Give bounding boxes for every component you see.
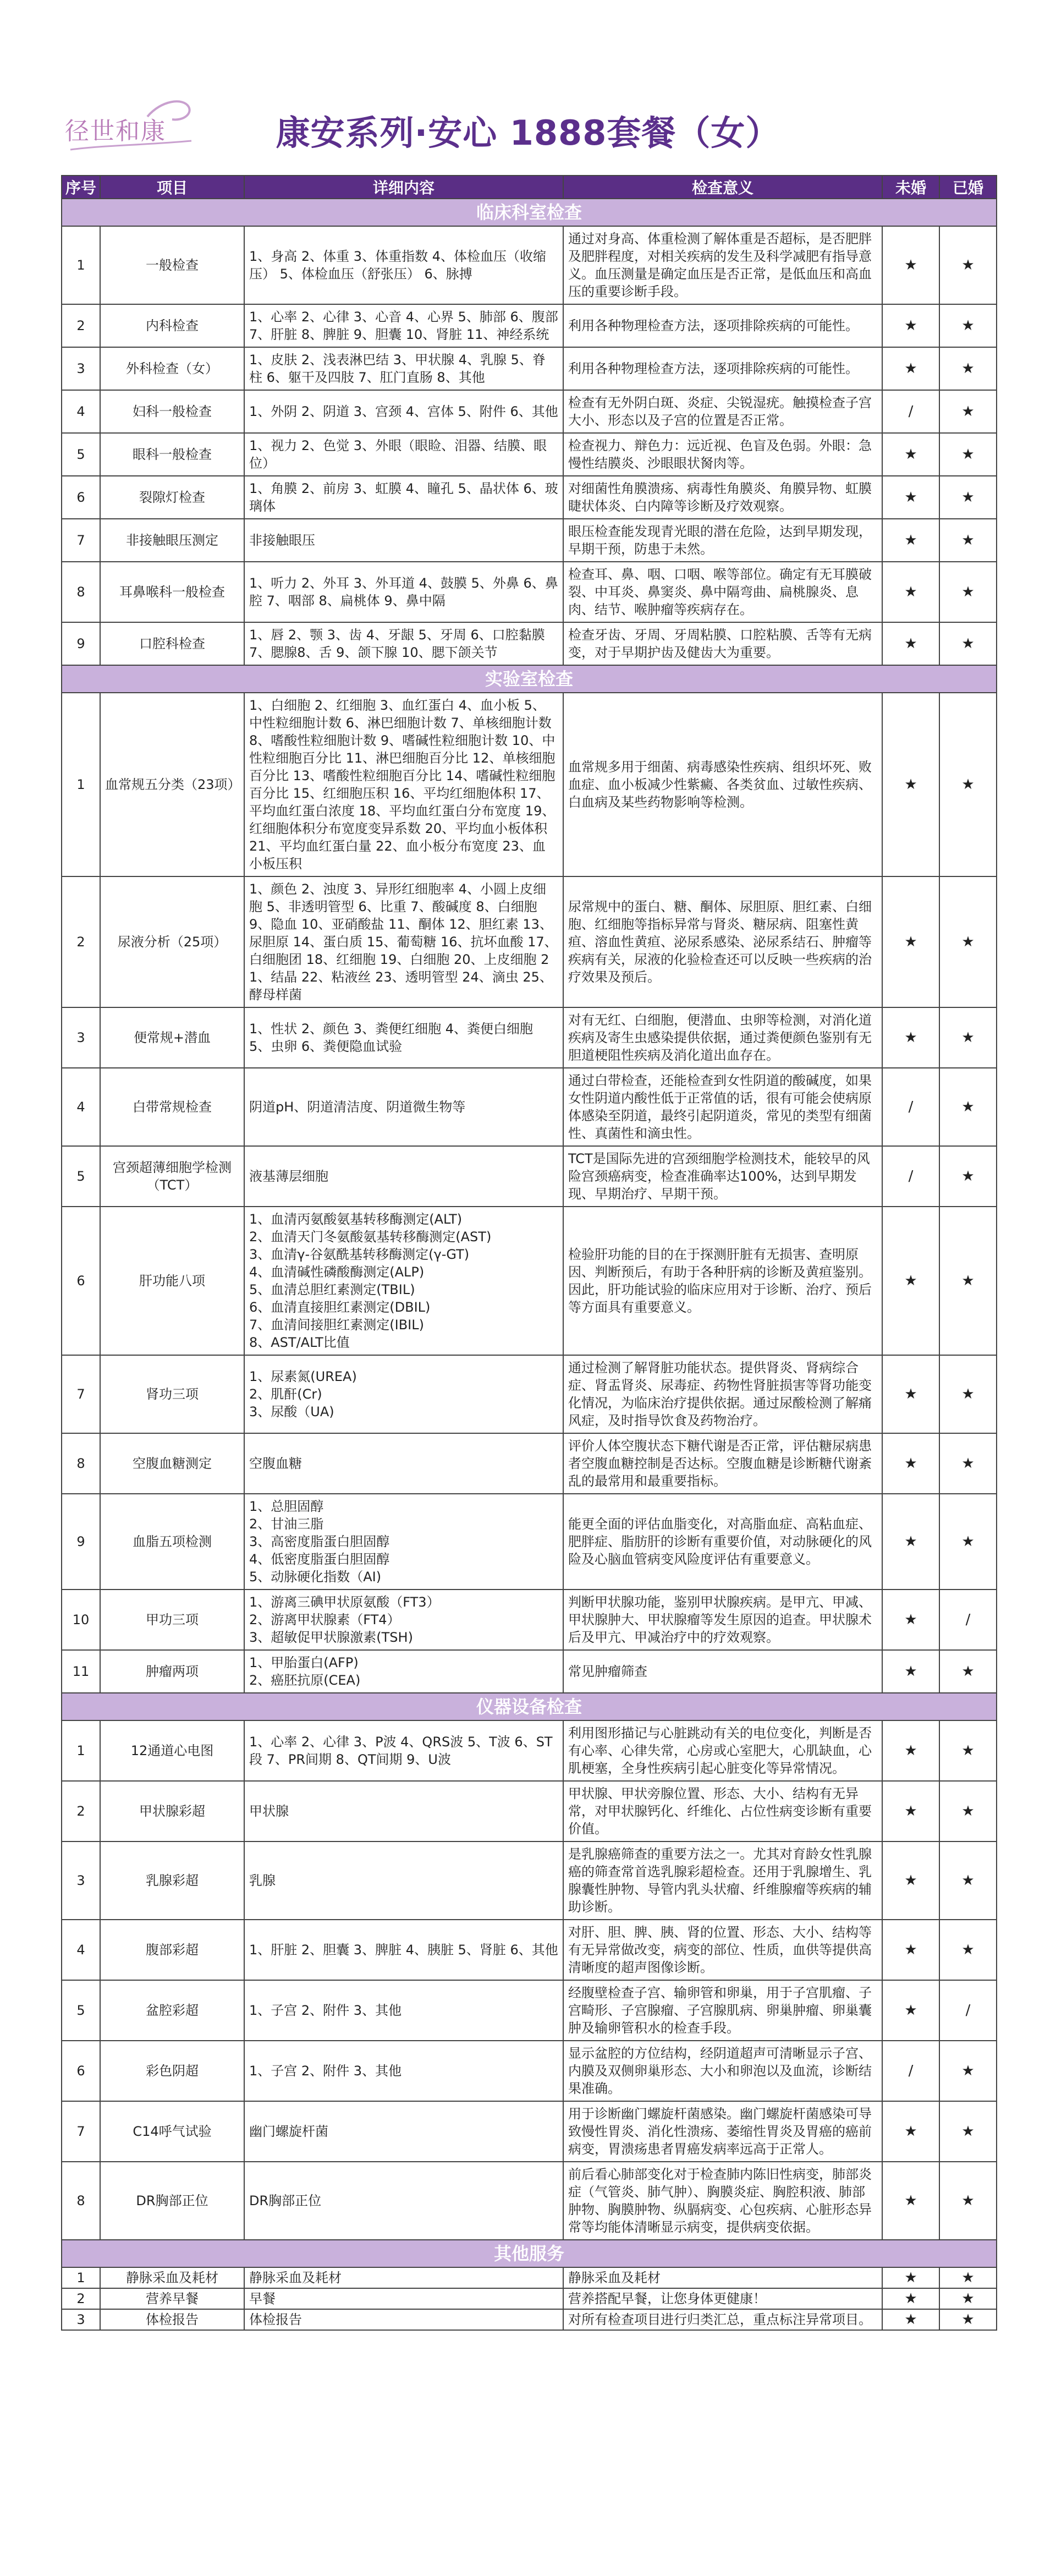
row-meaning: 对肝、胆、脾、胰、肾的位置、形态、大小、结构等有无异常做改变，病变的部位、性质，血供等提供高清晰度的超声图像诊断。 bbox=[563, 1920, 882, 1980]
row-index: 2 bbox=[62, 1781, 100, 1841]
row-unmarried: ★ bbox=[882, 1355, 939, 1433]
table-row bbox=[62, 1433, 997, 1494]
row-item: 腹部彩超 bbox=[100, 1920, 244, 1980]
row-married: ★ bbox=[939, 1146, 997, 1207]
row-detail: 静脉采血及耗材 bbox=[244, 2267, 563, 2288]
table-row bbox=[62, 876, 997, 1007]
row-detail: 体检报告 bbox=[244, 2309, 563, 2330]
row-married: ★ bbox=[939, 347, 997, 390]
section-header bbox=[62, 1693, 997, 1720]
row-item: DR胸部正位 bbox=[100, 2162, 244, 2240]
row-married: / bbox=[939, 1980, 997, 2041]
row-index: 1 bbox=[62, 1720, 100, 1781]
row-item: 非接触眼压测定 bbox=[100, 519, 244, 562]
row-index: 3 bbox=[62, 1007, 100, 1068]
row-index: 6 bbox=[62, 476, 100, 519]
row-married: ★ bbox=[939, 2288, 997, 2309]
row-meaning: 用于诊断幽门螺旋杆菌感染。幽门螺旋杆菌感染可导致慢性胃炎、消化性溃疡、萎缩性胃炎及胃癌的癌前病变，胃溃疡患者胃癌发病率远高于正常人。 bbox=[563, 2101, 882, 2162]
row-index: 8 bbox=[62, 562, 100, 622]
row-married: ★ bbox=[939, 876, 997, 1007]
row-detail: 空腹血糖 bbox=[244, 1433, 563, 1494]
row-meaning: 检查视力、辩色力：远近视、色盲及色弱。外眼：急慢性结膜炎、沙眼眼状胬肉等。 bbox=[563, 433, 882, 476]
row-married: ★ bbox=[939, 476, 997, 519]
row-married: ★ bbox=[939, 1720, 997, 1781]
row-married: ★ bbox=[939, 1007, 997, 1068]
row-detail: 1、角膜 2、前房 3、虹膜 4、瞳孔 5、晶状体 6、玻璃体 bbox=[244, 476, 563, 519]
table-row bbox=[62, 347, 997, 390]
table-row bbox=[62, 1841, 997, 1920]
row-meaning: 甲状腺、甲状旁腺位置、形态、大小、结构有无异常，对甲状腺钙化、纤维化、占位性病变诊断有重要价值。 bbox=[563, 1781, 882, 1841]
row-unmarried: ★ bbox=[882, 1590, 939, 1650]
row-meaning: 能更全面的评估血脂变化，对高脂血症、高粘血症、肥胖症、脂肪肝的诊断有重要价值，对动脉硬化的风险及心脑血管病变风险度评估有重要意义。 bbox=[563, 1494, 882, 1590]
row-detail: 甲状腺 bbox=[244, 1781, 563, 1841]
table-row bbox=[62, 1207, 997, 1355]
row-unmarried: ★ bbox=[882, 433, 939, 476]
row-meaning: 静脉采血及耗材 bbox=[563, 2267, 882, 2288]
row-meaning: 利用各种物理检查方法，逐项排除疾病的可能性。 bbox=[563, 304, 882, 347]
row-meaning: 通过检测了解肾脏功能状态。提供肾炎、肾病综合症、肾盂肾炎、尿毒症、药物性肾脏损害等肾功能变化情况，为临床治疗提供依据。通过尿酸检测了解痛风症，及时指导饮食及药物治疗。 bbox=[563, 1355, 882, 1433]
col-header-unmarried: 未婚 bbox=[882, 176, 939, 199]
row-index: 4 bbox=[62, 390, 100, 433]
row-meaning: 对有无红、白细胞，便潜血、虫卵等检测，对消化道疾病及寄生虫感染提供依据，通过粪便颜色鉴别有无胆道梗阻性疾病及消化道出血存在。 bbox=[563, 1007, 882, 1068]
row-meaning: 显示盆腔的方位结构，经阴道超声可清晰显示子宫、内膜及双侧卵巢形态、大小和卵泡以及血流，诊断结果准确。 bbox=[563, 2041, 882, 2101]
row-index: 4 bbox=[62, 1068, 100, 1146]
table-row bbox=[62, 693, 997, 876]
row-married: ★ bbox=[939, 390, 997, 433]
row-unmarried: ★ bbox=[882, 1720, 939, 1781]
row-unmarried: ★ bbox=[882, 1207, 939, 1355]
row-married: ★ bbox=[939, 1207, 997, 1355]
row-meaning: 对细菌性角膜溃疡、病毒性角膜炎、角膜异物、虹膜睫状体炎、白内障等诊断及疗效观察。 bbox=[563, 476, 882, 519]
table-row bbox=[62, 622, 997, 665]
row-item: 血脂五项检测 bbox=[100, 1494, 244, 1590]
row-unmarried: ★ bbox=[882, 1980, 939, 2041]
row-detail: 阴道pH、阴道清洁度、阴道微生物等 bbox=[244, 1068, 563, 1146]
row-meaning: 判断甲状腺功能，鉴别甲状腺疾病。是甲亢、甲减、甲状腺肿大、甲状腺瘤等发生原因的追查。甲状腺术后及甲亢、甲减治疗中的疗效观察。 bbox=[563, 1590, 882, 1650]
row-index: 2 bbox=[62, 304, 100, 347]
page-header bbox=[0, 0, 1056, 174]
table-row bbox=[62, 433, 997, 476]
row-unmarried: ★ bbox=[882, 2267, 939, 2288]
row-married: ★ bbox=[939, 1920, 997, 1980]
table-row bbox=[62, 2162, 997, 2240]
row-detail: 1、游离三碘甲状原氨酸（FT3） 2、游离甲状腺素（FT4） 3、超敏促甲状腺激素(TSH) bbox=[244, 1590, 563, 1650]
row-married: ★ bbox=[939, 1068, 997, 1146]
row-meaning: 血常规多用于细菌、病毒感染性疾病、组织坏死、败血症、血小板减少性紫癜、各类贫血、过敏性疾病、白血病及某些药物影响等检测。 bbox=[563, 693, 882, 876]
row-unmarried: ★ bbox=[882, 1433, 939, 1494]
row-index: 8 bbox=[62, 2162, 100, 2240]
row-index: 7 bbox=[62, 1355, 100, 1433]
row-married: ★ bbox=[939, 519, 997, 562]
row-detail: 1、心率 2、心律 3、心音 4、心界 5、肺部 6、腹部 7、肝脏 8、脾脏 9、胆囊 10、肾脏 11、神经系统 bbox=[244, 304, 563, 347]
col-header-index: 序号 bbox=[62, 176, 100, 199]
row-detail: 1、心率 2、心律 3、P波 4、QRS波 5、T波 6、ST段 7、PR间期 8、QT间期 9、U波 bbox=[244, 1720, 563, 1781]
row-item: 肿瘤两项 bbox=[100, 1650, 244, 1693]
row-index: 1 bbox=[62, 226, 100, 304]
row-married: ★ bbox=[939, 1650, 997, 1693]
row-married: ★ bbox=[939, 1355, 997, 1433]
row-index: 1 bbox=[62, 2267, 100, 2288]
table-row bbox=[62, 1980, 997, 2041]
row-unmarried: / bbox=[882, 1146, 939, 1207]
row-married: ★ bbox=[939, 622, 997, 665]
row-unmarried: ★ bbox=[882, 693, 939, 876]
row-detail: 幽门螺旋杆菌 bbox=[244, 2101, 563, 2162]
section-header bbox=[62, 665, 997, 693]
row-item: 耳鼻喉科一般检查 bbox=[100, 562, 244, 622]
row-unmarried: ★ bbox=[882, 1494, 939, 1590]
row-index: 10 bbox=[62, 1590, 100, 1650]
row-item: 妇科一般检查 bbox=[100, 390, 244, 433]
row-index: 1 bbox=[62, 693, 100, 876]
row-detail: 早餐 bbox=[244, 2288, 563, 2309]
table-row bbox=[62, 1590, 997, 1650]
row-detail: 1、子宫 2、附件 3、其他 bbox=[244, 1980, 563, 2041]
brand-logo-text: 径世和康 bbox=[65, 117, 166, 145]
row-unmarried: ★ bbox=[882, 519, 939, 562]
row-index: 5 bbox=[62, 1146, 100, 1207]
row-index: 6 bbox=[62, 1207, 100, 1355]
row-index: 11 bbox=[62, 1650, 100, 1693]
row-index: 5 bbox=[62, 433, 100, 476]
row-index: 3 bbox=[62, 347, 100, 390]
row-unmarried: ★ bbox=[882, 562, 939, 622]
row-unmarried: ★ bbox=[882, 1841, 939, 1920]
table-row bbox=[62, 390, 997, 433]
row-married: ★ bbox=[939, 304, 997, 347]
row-detail: 1、肝脏 2、胆囊 3、脾脏 4、胰脏 5、肾脏 6、其他 bbox=[244, 1920, 563, 1980]
row-meaning: 前后看心肺部变化对于检查肺内陈旧性病变，肺部炎症（气管炎、肺气肿）、胸膜炎症、胸腔积液、肺部肿物、胸膜肿物、纵膈病变、心包疾病、心脏形态异常等均能体清晰显示病变，提供病变依据。 bbox=[563, 2162, 882, 2240]
row-item: 甲功三项 bbox=[100, 1590, 244, 1650]
row-unmarried: ★ bbox=[882, 347, 939, 390]
col-header-meaning: 检查意义 bbox=[563, 176, 882, 199]
row-married: ★ bbox=[939, 226, 997, 304]
table-body bbox=[62, 199, 997, 2330]
row-unmarried: ★ bbox=[882, 1920, 939, 1980]
row-item: 眼科一般检查 bbox=[100, 433, 244, 476]
row-unmarried: ★ bbox=[882, 2288, 939, 2309]
row-married: ★ bbox=[939, 2267, 997, 2288]
row-detail: 1、性状 2、颜色 3、粪便红细胞 4、粪便白细胞 5、虫卵 6、粪便隐血试验 bbox=[244, 1007, 563, 1068]
table-row bbox=[62, 1720, 997, 1781]
row-unmarried: ★ bbox=[882, 1007, 939, 1068]
section-title: 实验室检查 bbox=[62, 665, 997, 693]
package-table bbox=[61, 175, 997, 2331]
row-item: 营养早餐 bbox=[100, 2288, 244, 2309]
row-unmarried: ★ bbox=[882, 1781, 939, 1841]
row-meaning: 营养搭配早餐，让您身体更健康！ bbox=[563, 2288, 882, 2309]
row-meaning: 尿常规中的蛋白、糖、酮体、尿胆原、胆红素、白细胞、红细胞等指标异常与肾炎、糖尿病、阻塞性黄疸、溶血性黄疸、泌尿系感染、泌尿系结石、肿瘤等疾病有关，尿液的化验检查还可以反映一些疾病的治疗效果及预后。 bbox=[563, 876, 882, 1007]
table-row bbox=[62, 1494, 997, 1590]
row-married: ★ bbox=[939, 562, 997, 622]
row-item: 内科检查 bbox=[100, 304, 244, 347]
row-item: 盆腔彩超 bbox=[100, 1980, 244, 2041]
row-unmarried: ★ bbox=[882, 2162, 939, 2240]
col-header-detail: 详细内容 bbox=[244, 176, 563, 199]
table-row bbox=[62, 2041, 997, 2101]
row-married: ★ bbox=[939, 2041, 997, 2101]
section-title: 其他服务 bbox=[62, 2240, 997, 2267]
row-index: 4 bbox=[62, 1920, 100, 1980]
table-row bbox=[62, 1146, 997, 1207]
row-meaning: 是乳腺癌筛查的重要方法之一。尤其对育龄女性乳腺癌的筛查常首选乳腺彩超检查。还用于乳腺增生、乳腺囊性肿物、导管内乳头状瘤、纤维腺瘤等疾病的辅助诊断。 bbox=[563, 1841, 882, 1920]
row-unmarried: ★ bbox=[882, 2101, 939, 2162]
row-item: C14呼气试验 bbox=[100, 2101, 244, 2162]
row-item: 裂隙灯检查 bbox=[100, 476, 244, 519]
section-title: 仪器设备检查 bbox=[62, 1693, 997, 1720]
row-meaning: 经腹壁检查子宫、输卵管和卵巢，用于子宫肌瘤、子宫畸形、子宫腺瘤、子宫腺肌病、卵巢肿瘤、卵巢囊肿及输卵管积水的检查手段。 bbox=[563, 1980, 882, 2041]
row-detail: 1、颜色 2、浊度 3、异形红细胞率 4、小圆上皮细胞 5、非透明管型 6、比重 7、酸碱度 8、白细胞 9、隐血 10、亚硝酸盐 11、酮体 12、胆红素 13、尿胆原 14、蛋白质 15、葡萄糖 16、抗坏血酸 17、白细胞团 18、红细胞 19、白细胞 20、上皮细胞 21、结晶 22、粘液丝 23、透明管型 24、滴虫 25、酵母样菌 bbox=[244, 876, 563, 1007]
table-row bbox=[62, 226, 997, 304]
row-index: 9 bbox=[62, 622, 100, 665]
row-meaning: 常见肿瘤筛查 bbox=[563, 1650, 882, 1693]
row-item: 外科检查（女） bbox=[100, 347, 244, 390]
row-detail: 1、甲胎蛋白(AFP) 2、癌胚抗原(CEA) bbox=[244, 1650, 563, 1693]
table-row bbox=[62, 1781, 997, 1841]
table-row bbox=[62, 519, 997, 562]
row-item: 甲状腺彩超 bbox=[100, 1781, 244, 1841]
row-married: ★ bbox=[939, 433, 997, 476]
row-index: 3 bbox=[62, 2309, 100, 2330]
row-married: ★ bbox=[939, 1433, 997, 1494]
row-item: 肾功三项 bbox=[100, 1355, 244, 1433]
row-index: 5 bbox=[62, 1980, 100, 2041]
row-married: ★ bbox=[939, 2162, 997, 2240]
row-item: 肝功能八项 bbox=[100, 1207, 244, 1355]
row-index: 9 bbox=[62, 1494, 100, 1590]
row-item: 尿液分析（25项） bbox=[100, 876, 244, 1007]
row-index: 7 bbox=[62, 519, 100, 562]
page-title: 康安系列·安心 1888套餐（女） bbox=[276, 113, 780, 153]
row-meaning: 利用图形描记与心脏跳动有关的电位变化，判断是否有心率、心律失常，心房或心室肥大，心肌缺血，心肌梗塞，全身性疾病引起心脏变化等异常情况。 bbox=[563, 1720, 882, 1781]
row-married: ★ bbox=[939, 693, 997, 876]
row-meaning: 检查有无外阴白斑、炎症、尖锐湿疣。触摸检查子宫大小、形态以及子宫的位置是否正常。 bbox=[563, 390, 882, 433]
col-header-married: 已婚 bbox=[939, 176, 997, 199]
row-detail: 1、身高 2、体重 3、体重指数 4、体检血压（收缩压） 5、体检血压（舒张压） 6、脉搏 bbox=[244, 226, 563, 304]
table-row bbox=[62, 1007, 997, 1068]
section-header bbox=[62, 199, 997, 226]
row-item: 宫颈超薄细胞学检测（TCT） bbox=[100, 1146, 244, 1207]
row-meaning: 利用各种物理检查方法，逐项排除疾病的可能性。 bbox=[563, 347, 882, 390]
table-row bbox=[62, 1650, 997, 1693]
row-item: 便常规+潜血 bbox=[100, 1007, 244, 1068]
row-index: 8 bbox=[62, 1433, 100, 1494]
row-index: 3 bbox=[62, 1841, 100, 1920]
row-index: 7 bbox=[62, 2101, 100, 2162]
row-detail: 1、总胆固醇 2、甘油三脂 3、高密度脂蛋白胆固醇 4、低密度脂蛋白胆固醇 5、动脉硬化指数（AI) bbox=[244, 1494, 563, 1590]
row-detail: 非接触眼压 bbox=[244, 519, 563, 562]
row-item: 体检报告 bbox=[100, 2309, 244, 2330]
row-item: 12通道心电图 bbox=[100, 1720, 244, 1781]
row-unmarried: ★ bbox=[882, 476, 939, 519]
table-row bbox=[62, 2101, 997, 2162]
row-married: ★ bbox=[939, 1494, 997, 1590]
row-detail: 液基薄层细胞 bbox=[244, 1146, 563, 1207]
row-detail: 1、外阴 2、阴道 3、宫颈 4、宫体 5、附件 6、其他 bbox=[244, 390, 563, 433]
row-detail: 乳腺 bbox=[244, 1841, 563, 1920]
row-married: / bbox=[939, 1590, 997, 1650]
row-meaning: 检验肝功能的目的在于探测肝脏有无损害、查明原因、判断预后，有助于各种肝病的诊断及黄疸鉴别。因此，肝功能试验的临床应用对于诊断、治疗、预后等方面具有重要意义。 bbox=[563, 1207, 882, 1355]
row-meaning: TCT是国际先进的宫颈细胞学检测技术，能较早的风险宫颈癌病变，检查准确率达100%，达到早期发现、早期治疗、早期干预。 bbox=[563, 1146, 882, 1207]
row-item: 乳腺彩超 bbox=[100, 1841, 244, 1920]
row-detail: 1、白细胞 2、红细胞 3、血红蛋白 4、血小板 5、中性粒细胞计数 6、淋巴细胞计数 7、单核细胞计数 8、嗜酸性粒细胞计数 9、嗜碱性粒细胞计数 10、中性粒细胞百分比 11、淋巴细胞百分比 12、单核细胞百分比 13、嗜酸性粒细胞百分比 14、嗜碱性粒细胞百分比 15、红细胞压积 16、平均红细胞体积 17、平均血红蛋白浓度 18、平均血红蛋白分布宽度 19、红细胞体积分布宽度变异系数 20、平均血小板体积 21、平均血红蛋白量 22、血小板分布宽度 23、血小板压积 bbox=[244, 693, 563, 876]
row-detail: 1、血清丙氨酸氨基转移酶测定(ALT) 2、血清天门冬氨酸氨基转移酶测定(AST) 3、血清γ-谷氨酰基转移酶测定(γ-GT) 4、血清碱性磷酸酶测定(ALP) 5、血清总胆红素测定(TBIL) 6、血清直接胆红素测定(DBIL) 7、血清间接胆红素测定(IBIL) 8、AST/ALT比值 bbox=[244, 1207, 563, 1355]
section-header bbox=[62, 2240, 997, 2267]
row-unmarried: / bbox=[882, 1068, 939, 1146]
row-detail: 1、尿素氮(UREA) 2、肌酐(Cr) 3、尿酸（UA) bbox=[244, 1355, 563, 1433]
row-unmarried: ★ bbox=[882, 2309, 939, 2330]
row-meaning: 检查耳、鼻、咽、口咽、喉等部位。确定有无耳膜破裂、中耳炎、鼻窦炎、鼻中隔弯曲、扁桃腺炎、息肉、结节、喉肿瘤等疾病存在。 bbox=[563, 562, 882, 622]
table-row bbox=[62, 2267, 997, 2288]
row-unmarried: ★ bbox=[882, 876, 939, 1007]
table-row bbox=[62, 1355, 997, 1433]
row-meaning: 通过白带检查，还能检查到女性阴道的酸碱度，如果女性阴道内酸性低于正常值的话，很有可能会使病原体感染至阴道，最终引起阴道炎，常见的类型有细菌性、真菌性和滴虫性。 bbox=[563, 1068, 882, 1146]
row-detail: 1、听力 2、外耳 3、外耳道 4、鼓膜 5、外鼻 6、鼻腔 7、咽部 8、扁桃体 9、鼻中隔 bbox=[244, 562, 563, 622]
row-married: ★ bbox=[939, 1781, 997, 1841]
row-item: 口腔科检查 bbox=[100, 622, 244, 665]
row-item: 一般检查 bbox=[100, 226, 244, 304]
table-row bbox=[62, 476, 997, 519]
table-row bbox=[62, 2309, 997, 2330]
row-item: 彩色阴超 bbox=[100, 2041, 244, 2101]
col-header-item: 项目 bbox=[100, 176, 244, 199]
section-title: 临床科室检查 bbox=[62, 199, 997, 226]
row-meaning: 检查牙齿、牙周、牙周粘膜、口腔粘膜、舌等有无病变，对于早期护齿及健齿大为重要。 bbox=[563, 622, 882, 665]
row-detail: 1、皮肤 2、浅表淋巴结 3、甲状腺 4、乳腺 5、脊柱 6、躯干及四肢 7、肛门直肠 8、其他 bbox=[244, 347, 563, 390]
row-detail: 1、视力 2、色觉 3、外眼（眼睑、泪器、结膜、眼位） bbox=[244, 433, 563, 476]
row-meaning: 评价人体空腹状态下糖代谢是否正常，评估糖尿病患者空腹血糖控制是否达标。空腹血糖是诊断糖代谢紊乱的最常用和最重要指标。 bbox=[563, 1433, 882, 1494]
table-row bbox=[62, 562, 997, 622]
row-unmarried: ★ bbox=[882, 304, 939, 347]
row-detail: DR胸部正位 bbox=[244, 2162, 563, 2240]
row-index: 2 bbox=[62, 2288, 100, 2309]
row-item: 白带常规检查 bbox=[100, 1068, 244, 1146]
row-married: ★ bbox=[939, 2309, 997, 2330]
row-unmarried: ★ bbox=[882, 622, 939, 665]
row-meaning: 通过对身高、体重检测了解体重是否超标，是否肥胖及肥胖程度，对相关疾病的发生及科学减肥有指导意义。血压测量是确定血压是否正常，是低血压和高血压的重要诊断手段。 bbox=[563, 226, 882, 304]
row-unmarried: / bbox=[882, 390, 939, 433]
table-row bbox=[62, 304, 997, 347]
row-detail: 1、子宫 2、附件 3、其他 bbox=[244, 2041, 563, 2101]
row-detail: 1、唇 2、颚 3、齿 4、牙龈 5、牙周 6、口腔黏膜 7、腮腺8、舌 9、颌下腺 10、腮下颌关节 bbox=[244, 622, 563, 665]
row-married: ★ bbox=[939, 2101, 997, 2162]
table-row bbox=[62, 1920, 997, 1980]
row-index: 2 bbox=[62, 876, 100, 1007]
table-row bbox=[62, 1068, 997, 1146]
table-row bbox=[62, 2288, 997, 2309]
row-item: 空腹血糖测定 bbox=[100, 1433, 244, 1494]
row-meaning: 眼压检查能发现青光眼的潜在危险，达到早期发现，早期干预，防患于未然。 bbox=[563, 519, 882, 562]
row-married: ★ bbox=[939, 1841, 997, 1920]
row-unmarried: ★ bbox=[882, 226, 939, 304]
row-item: 血常规五分类（23项） bbox=[100, 693, 244, 876]
row-item: 静脉采血及耗材 bbox=[100, 2267, 244, 2288]
row-unmarried: / bbox=[882, 2041, 939, 2101]
row-meaning: 对所有检查项目进行归类汇总，重点标注异常项目。 bbox=[563, 2309, 882, 2330]
row-index: 6 bbox=[62, 2041, 100, 2101]
row-unmarried: ★ bbox=[882, 1650, 939, 1693]
table-header-row bbox=[62, 176, 997, 199]
